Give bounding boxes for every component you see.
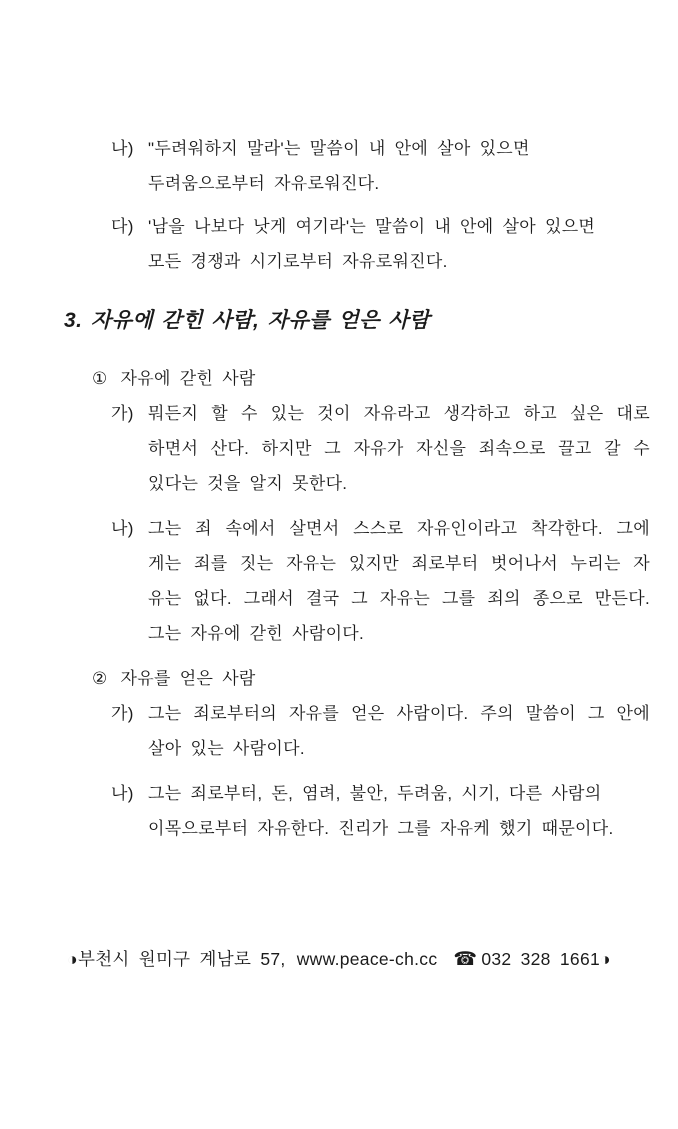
list-item-label: 나)	[111, 519, 134, 538]
text-line: 그는 죄로부터의 자유를 얻은 사람이다. 주의 말씀이 그 안에	[148, 704, 650, 723]
subsection-title-text: 자유에 갇힌 사람	[120, 369, 256, 388]
half-circle-icon: ◑	[67, 949, 78, 969]
text-line: 게는 죄를 짓는 자유는 있지만 죄로부터 벗어나서 누리는 자	[148, 554, 650, 573]
text-line: 있다는 것을 알지 못한다.	[148, 474, 348, 493]
subsection-title	[92, 661, 256, 696]
circled-number-marker: ①	[92, 369, 108, 388]
footer-address: 부천시 원미구 계남로 57,	[77, 949, 286, 969]
subsection-title-text: 자유를 얻은 사람	[120, 669, 256, 688]
text-line: '남을 나보다 낫게 여기라'는 말씀이 내 안에 살아 있으면	[148, 217, 596, 236]
text-line: 살아 있는 사람이다.	[148, 739, 305, 758]
subsection-title	[92, 361, 256, 396]
text-line: 이목으로부터 자유한다. 진리가 그를 자유케 했기 때문이다.	[148, 819, 614, 838]
list-item-label: 가)	[111, 404, 134, 423]
list-item	[111, 209, 650, 279]
list-item-label: 가)	[111, 704, 134, 723]
text-line: 그는 죄로부터, 돈, 염려, 불안, 두려움, 시기, 다른 사람의	[148, 784, 602, 803]
section-heading: 3. 자유에 갇힌 사람, 자유를 얻은 사람	[64, 309, 430, 332]
footer-website: www.peace-ch.cc	[296, 949, 438, 969]
circled-number-marker: ②	[92, 669, 108, 688]
text-line: 그는 죄 속에서 살면서 스스로 자유인이라고 착각한다. 그에	[148, 519, 650, 538]
phone-icon: ☎	[453, 949, 478, 970]
list-item	[111, 131, 650, 201]
half-circle-icon: ◑	[600, 949, 611, 969]
text-line: 유는 없다. 그래서 결국 그 자유는 그를 죄의 종으로 만든다.	[148, 589, 650, 608]
footer	[0, 944, 678, 975]
list-item-label: 나)	[111, 784, 134, 803]
text-line: 뭐든지 할 수 있는 것이 자유라고 생각하고 하고 싶은 대로	[148, 404, 650, 423]
list-item	[111, 511, 650, 651]
list-item	[111, 776, 650, 846]
list-item	[111, 696, 650, 766]
text-line: 모든 경쟁과 시기로부터 자유로워진다.	[148, 252, 448, 271]
text-line: 그는 자유에 갇힌 사람이다.	[148, 624, 365, 643]
list-item-label: 다)	[111, 217, 134, 236]
footer-phone: 032 328 1661	[481, 949, 601, 969]
list-item-label: 나)	[111, 139, 134, 158]
list-item	[111, 396, 650, 501]
text-line: 하면서 산다. 하지만 그 자유가 자신을 죄속으로 끌고 갈 수	[148, 439, 650, 458]
text-line: "두려워하지 말라'는 말씀이 내 안에 살아 있으면	[148, 139, 530, 158]
text-line: 두려움으로부터 자유로워진다.	[148, 174, 380, 193]
